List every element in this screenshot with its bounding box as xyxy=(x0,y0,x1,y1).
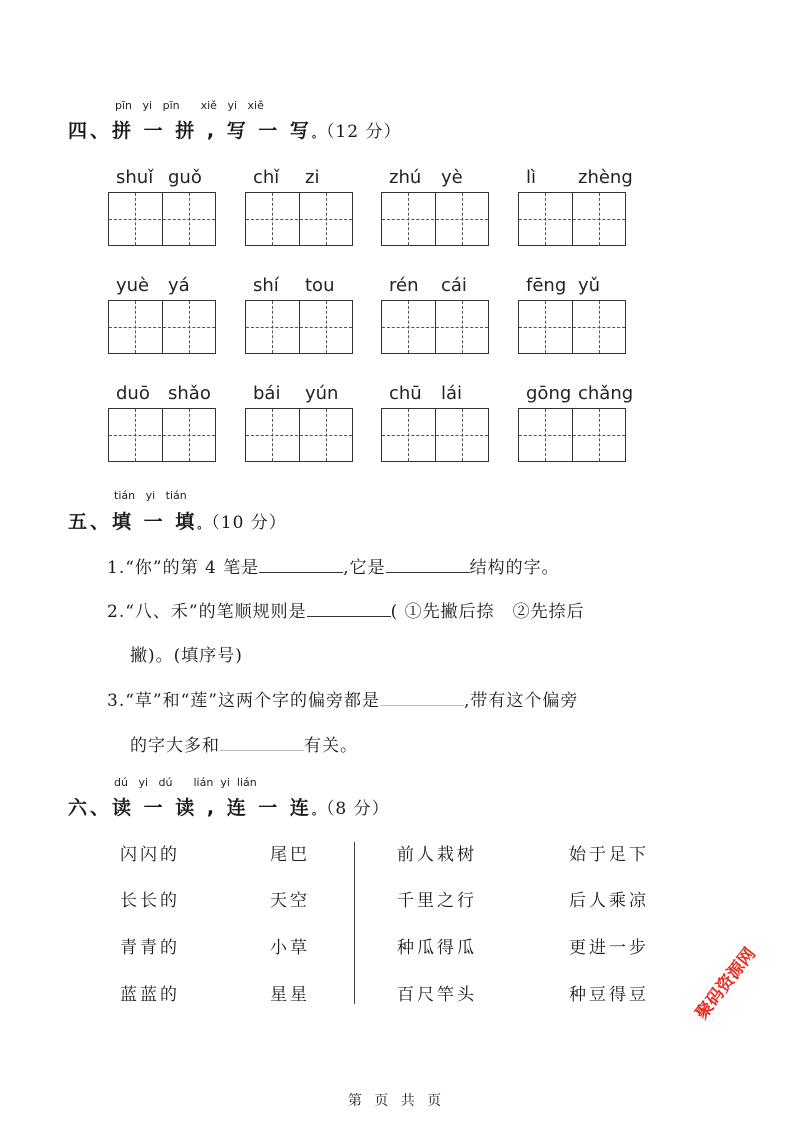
section-score: （12 分） xyxy=(325,122,402,142)
grid-guide xyxy=(382,435,488,436)
character-writing-box[interactable] xyxy=(518,408,626,462)
grid-guide xyxy=(519,219,625,220)
section-number: 六、 xyxy=(68,797,113,819)
character-writing-box[interactable] xyxy=(381,192,489,246)
watermark: 聚码资源网 xyxy=(691,944,761,1024)
period: 。 xyxy=(311,804,326,817)
section-number: 四、 xyxy=(68,120,113,142)
match-item-left-col1[interactable]: 蓝蓝的 xyxy=(120,985,180,1005)
question-text: ,带有这个偏旁 xyxy=(463,691,579,711)
character-writing-box[interactable] xyxy=(381,408,489,462)
character-writing-box[interactable] xyxy=(381,300,489,354)
pinyin-syllable-2: lái xyxy=(441,383,463,404)
match-item-right-col1[interactable]: 千里之行 xyxy=(397,891,477,911)
pinyin: yi xyxy=(138,776,149,789)
pinyin-syllable-2: zhèng xyxy=(578,167,633,188)
answer-blank[interactable] xyxy=(386,554,470,573)
title-pinyin xyxy=(115,99,264,112)
title-pinyin xyxy=(114,489,187,502)
question-1 xyxy=(107,553,560,578)
question-text: 有关。 xyxy=(304,736,358,756)
pinyin-syllable-1: fēng xyxy=(526,275,567,296)
pinyin: tián xyxy=(165,489,187,502)
pinyin-syllable-2: tou xyxy=(305,275,335,296)
grid-guide xyxy=(109,219,215,220)
section-number: 五、 xyxy=(68,511,113,533)
grid-guide xyxy=(382,327,488,328)
title-pinyin xyxy=(114,776,257,789)
pinyin: yi xyxy=(145,489,156,502)
section-score: （10 分） xyxy=(211,513,287,533)
pinyin-syllable-2: zi xyxy=(305,167,320,188)
answer-blank[interactable] xyxy=(259,554,343,573)
character-writing-box[interactable] xyxy=(108,408,216,462)
section-score: （8 分） xyxy=(325,799,390,819)
page-footer: 第 页 共 页 xyxy=(347,1093,446,1109)
match-item-left-col2[interactable]: 尾巴 xyxy=(270,845,310,865)
grid-guide xyxy=(382,219,488,220)
pinyin: dú xyxy=(114,776,128,789)
question-2-cont xyxy=(130,641,243,666)
character-writing-box[interactable] xyxy=(245,408,353,462)
match-item-right-col2[interactable]: 始于足下 xyxy=(569,845,649,865)
match-item-left-col1[interactable]: 长长的 xyxy=(120,891,180,911)
question-text: 结构的字。 xyxy=(469,558,560,578)
section-heading: 拼 一 拼 , 写 一 写 xyxy=(112,120,312,142)
pinyin: xiě xyxy=(247,99,264,112)
pinyin: yi xyxy=(142,99,153,112)
pinyin: yi xyxy=(227,99,238,112)
pinyin-syllable-2: yè xyxy=(441,167,463,188)
character-writing-box[interactable] xyxy=(108,192,216,246)
grid-guide xyxy=(246,435,352,436)
pinyin: pīn xyxy=(162,99,180,112)
answer-blank[interactable] xyxy=(307,598,391,617)
section-4-title xyxy=(68,116,401,143)
match-item-left-col2[interactable]: 天空 xyxy=(270,891,310,911)
period: 。 xyxy=(311,127,326,140)
question-text: 3.“草”和“莲”这两个字的偏旁都是 xyxy=(107,691,380,711)
question-text: 的字大多和 xyxy=(130,736,220,756)
pinyin-syllable-2: yún xyxy=(305,383,339,404)
match-item-left-col2[interactable]: 小草 xyxy=(270,938,310,958)
character-writing-box[interactable] xyxy=(108,300,216,354)
section-heading: 填 一 填 xyxy=(112,511,198,533)
grid-guide xyxy=(519,327,625,328)
section-heading: 读 一 读 , 连 一 连 xyxy=(112,797,312,819)
pinyin: lián xyxy=(236,776,257,789)
pinyin: xiě xyxy=(200,99,217,112)
character-writing-box[interactable] xyxy=(518,192,626,246)
match-item-left-col1[interactable]: 青青的 xyxy=(120,938,180,958)
pinyin: pīn xyxy=(115,99,133,112)
pinyin-syllable-2: shǎo xyxy=(168,383,211,404)
pinyin-syllable-1: shuǐ xyxy=(116,167,154,188)
match-item-right-col1[interactable]: 百尺竿头 xyxy=(397,985,477,1005)
match-item-right-col1[interactable]: 前人栽树 xyxy=(397,845,477,865)
match-item-right-col2[interactable]: 后人乘凉 xyxy=(569,891,649,911)
grid-guide xyxy=(109,327,215,328)
question-text: ,它是 xyxy=(343,558,386,578)
pinyin-syllable-2: yǔ xyxy=(578,275,601,296)
grid-guide xyxy=(109,435,215,436)
grid-guide xyxy=(246,219,352,220)
match-item-right-col1[interactable]: 种瓜得瓜 xyxy=(397,938,477,958)
pinyin: lián xyxy=(193,776,214,789)
character-writing-box[interactable] xyxy=(245,192,353,246)
character-writing-box[interactable] xyxy=(518,300,626,354)
answer-blank[interactable] xyxy=(380,687,464,706)
match-item-right-col2[interactable]: 种豆得豆 xyxy=(569,985,649,1005)
pinyin-syllable-2: cái xyxy=(441,275,467,296)
answer-blank[interactable] xyxy=(220,732,304,751)
pinyin: dú xyxy=(158,776,173,789)
pinyin: tián xyxy=(114,489,136,502)
question-3 xyxy=(107,686,578,711)
period: 。 xyxy=(197,518,212,531)
pinyin-syllable-1: chū xyxy=(389,383,422,404)
match-item-left-col1[interactable]: 闪闪的 xyxy=(120,845,180,865)
column-divider xyxy=(354,842,355,1004)
pinyin: yi xyxy=(220,776,230,789)
pinyin-syllable-1: rén xyxy=(389,275,419,296)
section-5-title xyxy=(68,507,287,534)
pinyin-syllable-1: lì xyxy=(526,167,537,188)
question-3-cont xyxy=(130,731,358,756)
pinyin-syllable-2: yá xyxy=(168,275,190,296)
pinyin-syllable-1: chǐ xyxy=(253,167,280,188)
match-item-left-col2[interactable]: 星星 xyxy=(270,985,310,1005)
question-text: 2.“八、禾”的笔顺规则是 xyxy=(107,602,307,622)
pinyin-syllable-1: yuè xyxy=(116,275,150,296)
question-text: 撇)。(填序号) xyxy=(130,646,243,666)
pinyin-syllable-2: chǎng xyxy=(578,383,634,404)
pinyin-syllable-1: bái xyxy=(253,383,281,404)
question-text: 1.“你”的第 4 笔是 xyxy=(107,558,260,578)
pinyin-syllable-2: guǒ xyxy=(168,167,202,188)
section-6-title xyxy=(68,793,390,820)
grid-guide xyxy=(519,435,625,436)
pinyin-syllable-1: gōng xyxy=(526,383,572,404)
question-text: ( ①先撇后捺 ②先捺后 xyxy=(390,602,585,622)
pinyin-syllable-1: zhú xyxy=(389,167,422,188)
pinyin-syllable-1: shí xyxy=(253,275,279,296)
match-item-right-col2[interactable]: 更进一步 xyxy=(569,938,649,958)
pinyin-syllable-1: duō xyxy=(116,383,150,404)
grid-guide xyxy=(246,327,352,328)
character-writing-box[interactable] xyxy=(245,300,353,354)
question-2 xyxy=(107,597,585,622)
